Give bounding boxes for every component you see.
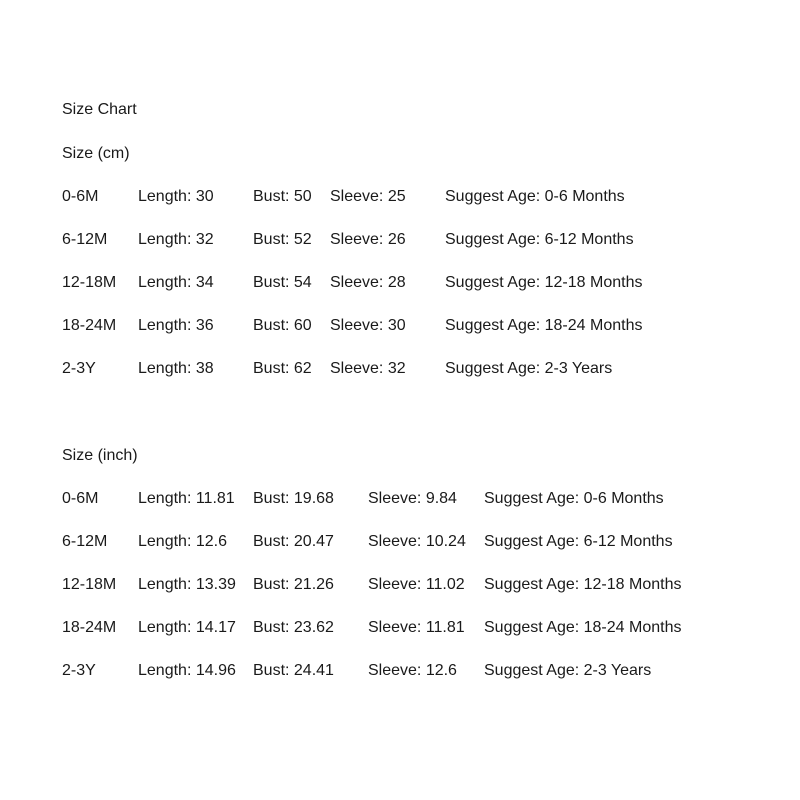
size-cell: 12-18M	[62, 274, 117, 291]
age-cell: Suggest Age: 18-24 Months	[445, 317, 643, 334]
age-cell: Suggest Age: 6-12 Months	[445, 231, 634, 248]
sleeve-cell: Sleeve: 32	[330, 360, 406, 377]
table-row	[0, 273, 800, 293]
sleeve-cell: Sleeve: 11.02	[368, 576, 465, 593]
size-cell: 0-6M	[62, 490, 99, 507]
bust-cell: Bust: 62	[253, 360, 312, 377]
table-row	[0, 187, 800, 207]
age-cell: Suggest Age: 12-18 Months	[484, 576, 682, 593]
sleeve-cell: Sleeve: 11.81	[368, 619, 465, 636]
sleeve-cell: Sleeve: 26	[330, 231, 406, 248]
length-cell: Length: 36	[138, 317, 214, 334]
size-cell: 2-3Y	[62, 360, 96, 377]
length-cell: Length: 32	[138, 231, 214, 248]
size-cell: 2-3Y	[62, 662, 96, 679]
length-cell: Length: 30	[138, 188, 214, 205]
table-row	[0, 532, 800, 552]
size-cell: 12-18M	[62, 576, 117, 593]
age-cell: Suggest Age: 0-6 Months	[484, 490, 664, 507]
length-cell: Length: 11.81	[138, 490, 235, 507]
length-cell: Length: 13.39	[138, 576, 236, 593]
age-cell: Suggest Age: 2-3 Years	[445, 360, 613, 377]
bust-cell: Bust: 52	[253, 231, 312, 248]
age-cell: Suggest Age: 0-6 Months	[445, 188, 625, 205]
age-cell: Suggest Age: 12-18 Months	[445, 274, 643, 291]
age-cell: Suggest Age: 6-12 Months	[484, 533, 673, 550]
bust-cell: Bust: 20.47	[253, 533, 334, 550]
bust-cell: Bust: 21.26	[253, 576, 334, 593]
length-cell: Length: 38	[138, 360, 214, 377]
bust-cell: Bust: 50	[253, 188, 312, 205]
size-cell: 0-6M	[62, 188, 99, 205]
age-cell: Suggest Age: 2-3 Years	[484, 662, 652, 679]
length-cell: Length: 34	[138, 274, 214, 291]
length-cell: Length: 12.6	[138, 533, 227, 550]
length-cell: Length: 14.17	[138, 619, 236, 636]
sleeve-cell: Sleeve: 28	[330, 274, 406, 291]
table-row	[0, 316, 800, 336]
table-row	[0, 359, 800, 379]
sleeve-cell: Sleeve: 9.84	[368, 490, 457, 507]
bust-cell: Bust: 24.41	[253, 662, 334, 679]
table-row	[0, 230, 800, 250]
size-cell: 6-12M	[62, 231, 108, 248]
sleeve-cell: Sleeve: 10.24	[368, 533, 466, 550]
table-row	[0, 489, 800, 509]
table-row	[0, 661, 800, 681]
sleeve-cell: Sleeve: 12.6	[368, 662, 457, 679]
size-cell: 18-24M	[62, 619, 117, 636]
sleeve-cell: Sleeve: 25	[330, 188, 406, 205]
length-cell: Length: 14.96	[138, 662, 236, 679]
cm-table-heading: Size (cm)	[62, 145, 130, 162]
bust-cell: Bust: 19.68	[253, 490, 334, 507]
bust-cell: Bust: 23.62	[253, 619, 334, 636]
size-cell: 18-24M	[62, 317, 117, 334]
inch-table-heading: Size (inch)	[62, 447, 138, 464]
bust-cell: Bust: 60	[253, 317, 312, 334]
sleeve-cell: Sleeve: 30	[330, 317, 406, 334]
page-title: Size Chart	[62, 101, 137, 118]
size-cell: 6-12M	[62, 533, 108, 550]
table-row	[0, 618, 800, 638]
age-cell: Suggest Age: 18-24 Months	[484, 619, 682, 636]
table-row	[0, 575, 800, 595]
bust-cell: Bust: 54	[253, 274, 312, 291]
